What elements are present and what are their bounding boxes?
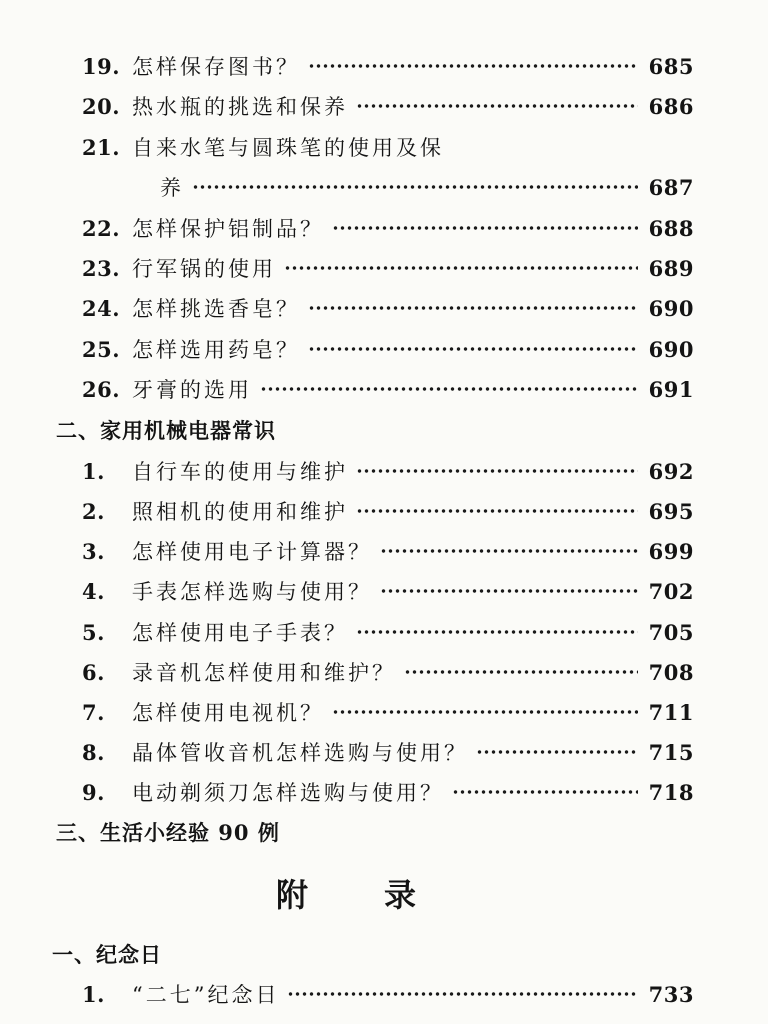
entry-page: 685 [648,53,694,79]
entry-number: 24. [82,295,121,321]
entry-number: 26. [82,376,121,402]
dot-leader [308,305,638,311]
section-heading-appliances: 二、家用机械电器常识 [56,418,276,443]
entry-number: 25. [82,336,121,362]
dot-leader [284,265,638,271]
entry-title: 怎样使用电子计算器？ [132,540,372,564]
entry-page: 705 [648,619,694,645]
toc-entry-2-9 [82,776,694,808]
entry-number: 19. [82,53,121,79]
entry-page: 702 [648,578,694,604]
toc-entry-23 [82,252,694,284]
entry-number: 1. [82,981,105,1007]
toc-entry-19 [82,50,694,82]
dot-leader [308,63,638,69]
entry-page: 708 [648,659,694,685]
toc-entry-26 [82,373,694,405]
entry-number: 20. [82,93,121,119]
dot-leader [452,789,638,795]
toc-entry-2-1 [82,455,694,487]
dot-leader [380,588,638,594]
entry-number: 22. [82,215,121,241]
toc-entry-2-6 [82,656,694,688]
entry-page: 718 [648,779,694,805]
entry-title: 养 [160,176,184,200]
appendix-heading: 附录 [275,876,492,914]
entry-page: 687 [648,174,694,200]
section-heading-memorial-days: 一、纪念日 [52,942,162,967]
toc-entry-2-3 [82,535,694,567]
entry-title: 怎样选用药皂？ [132,338,300,362]
entry-title: 自行车的使用与维护 [132,460,348,484]
entry-title: 热水瓶的挑选和保养 [132,95,348,119]
entry-title: 怎样挑选香皂？ [132,297,300,321]
entry-title: 怎样使用电子手表？ [132,621,348,645]
toc-entry-2-8 [82,736,694,768]
toc-entry-appendix-1 [82,978,694,1010]
entry-title: 录音机怎样使用和维护？ [132,661,396,685]
entry-number: 5. [82,619,105,645]
entry-number: 3. [82,538,105,564]
dot-leader [476,749,638,755]
dot-leader [332,709,638,715]
entry-title: 怎样使用电视机？ [132,701,324,725]
entry-title: 牙膏的选用 [132,378,252,402]
entry-title: 电动剃须刀怎样选购与使用？ [132,781,444,805]
entry-number: 9. [82,779,105,805]
entry-page: 686 [648,93,694,119]
section-heading-tips: 三、生活小经验 90 例 [56,820,280,845]
toc-entry-24 [82,292,694,324]
entry-title: 怎样保存图书？ [132,55,300,79]
toc-entry-2-7 [82,696,694,728]
entry-number: 21. [82,134,121,160]
entry-number: 6. [82,659,105,685]
entry-number: 4. [82,578,105,604]
dot-leader [356,468,638,474]
toc-entry-25 [82,333,694,365]
entry-title: 行军锅的使用 [132,257,276,281]
entry-page: 690 [648,336,694,362]
toc-entry-22 [82,212,694,244]
entry-page: 711 [648,699,694,725]
toc-entry-21-continuation [160,171,694,203]
dot-leader [260,386,638,392]
entry-page: 733 [648,981,694,1007]
toc-entry-2-2 [82,495,694,527]
dot-leader [287,991,638,997]
entry-number: 23. [82,255,121,281]
entry-title: “二七”纪念日 [132,983,280,1007]
entry-page: 691 [648,376,694,402]
dot-leader [332,225,638,231]
entry-title: 手表怎样选购与使用？ [132,580,372,604]
entry-page: 692 [648,458,694,484]
entry-number: 1. [82,458,105,484]
entry-title: 怎样保护铝制品？ [132,217,324,241]
dot-leader [404,669,638,675]
entry-page: 695 [648,498,694,524]
entry-title: 自来水笔与圆珠笔的使用及保 [132,136,444,160]
entry-page: 689 [648,255,694,281]
dot-leader [308,346,638,352]
dot-leader [356,508,638,514]
entry-title: 照相机的使用和维护 [132,500,348,524]
toc-entry-2-4 [82,575,694,607]
toc-entry-21 [82,131,694,163]
dot-leader [380,548,638,554]
entry-number: 8. [82,739,105,765]
dot-leader [356,629,638,635]
toc-entry-2-5 [82,616,694,648]
dot-leader [356,103,638,109]
entry-title: 晶体管收音机怎样选购与使用？ [132,741,468,765]
toc-entry-20 [82,90,694,122]
dot-leader [192,184,638,190]
entry-number: 2. [82,498,105,524]
entry-page: 699 [648,538,694,564]
entry-page: 715 [648,739,694,765]
entry-page: 690 [648,295,694,321]
entry-number: 7. [82,699,105,725]
entry-page: 688 [648,215,694,241]
